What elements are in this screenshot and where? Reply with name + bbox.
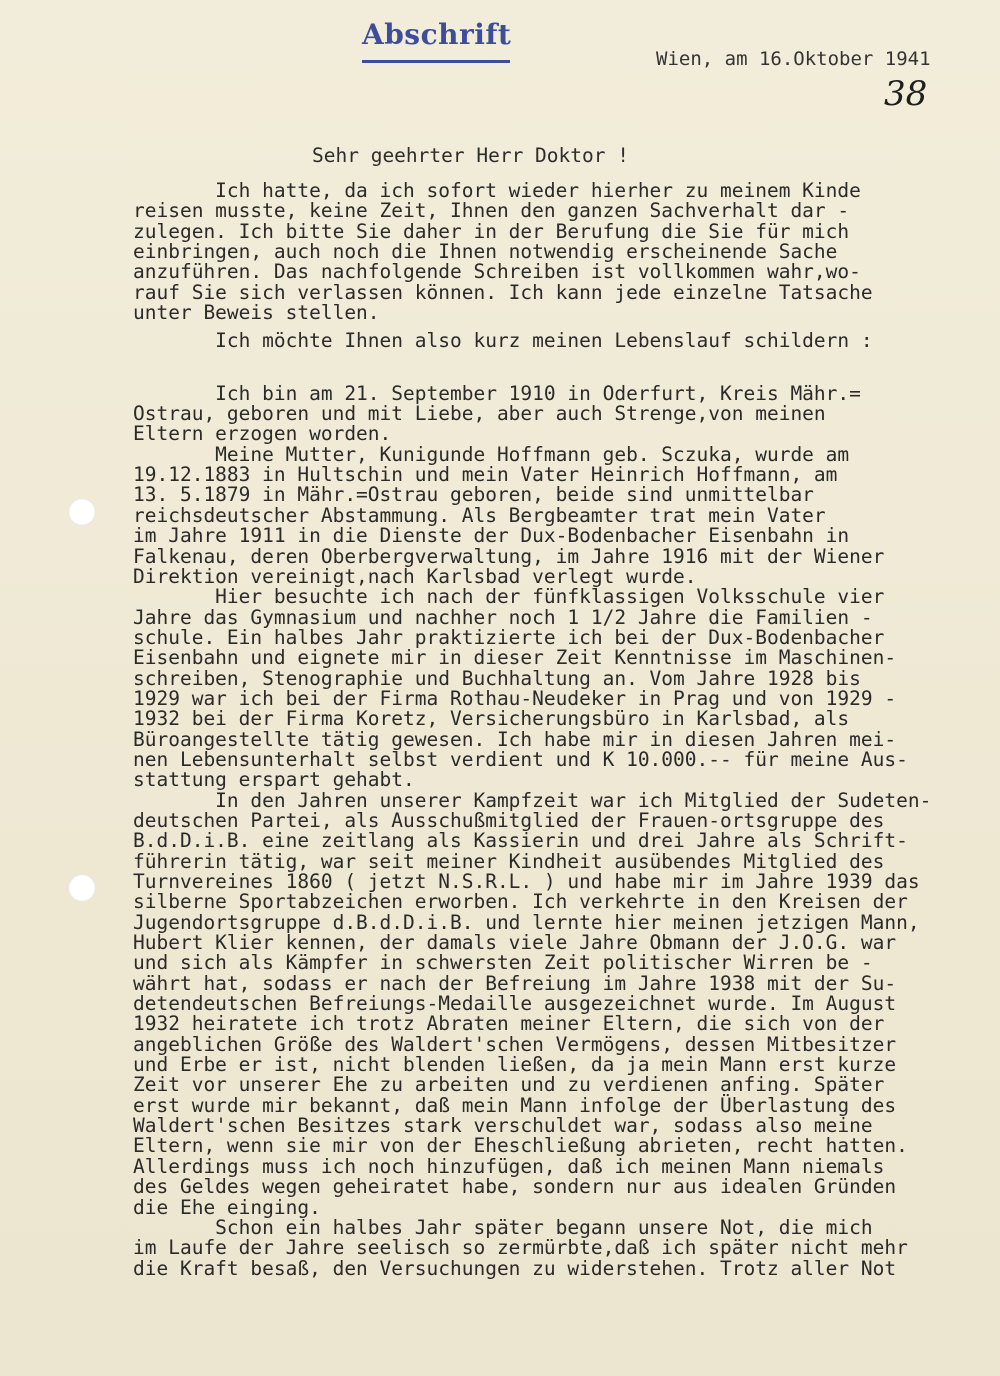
text-line: Ich möchte Ihnen also kurz meinen Lebenslauf schildern :	[133, 329, 873, 353]
text-line: Waldert'schen Besitzes stark verschuldet war, sodass also meine	[133, 1114, 873, 1138]
text-line: im Jahre 1911 in die Dienste der Dux-Bodenbacher Eisenbahn in	[133, 524, 850, 548]
text-line: Ich bin am 21. September 1910 in Oderfurt, Kreis Mähr.=	[133, 381, 861, 405]
paragraph-lebenslauf	[133, 381, 973, 1280]
text-line: Meine Mutter, Kunigunde Hoffmann geb. Sczuka, wurde am	[133, 442, 850, 466]
text-line: 1932 bei der Firma Koretz, Versicherungsbüro in Karlsbad, als	[133, 707, 850, 731]
text-line: zulegen. Ich bitte Sie daher in der Berufung die Sie für mich	[133, 219, 850, 243]
text-line: Büroangestellte tätig gewesen. Ich habe mir in diesen Jahren mei-	[133, 727, 897, 751]
stamp-underline	[362, 60, 510, 63]
text-line: detendeutschen Befreiungs-Medaille ausgezeichnet wurde. Im August	[133, 992, 897, 1016]
text-line: Schon ein halbes Jahr später begann unsere Not, die mich	[133, 1215, 873, 1239]
letter-body	[133, 181, 973, 1279]
text-line: im Laufe der Jahre seelisch so zermürbte,daß ich später nicht mehr	[133, 1236, 908, 1260]
text-line: Hier besuchte ich nach der fünfklassigen Volksschule vier	[133, 585, 885, 609]
text-line: deutschen Partei, als Ausschußmitglied der Frauen-ortsgruppe des	[133, 808, 885, 832]
text-line: Hubert Klier kennen, der damals viele Jahre Obmann der J.O.G. war	[133, 931, 897, 955]
text-line: und Erbe er ist, nicht blenden ließen, da ja mein Mann erst kurze	[133, 1053, 897, 1077]
text-line: reichsdeutscher Abstammung. Als Bergbeamter trat mein Vater	[133, 503, 826, 527]
abschrift-stamp: Abschrift	[362, 18, 512, 51]
text-line: erst wurde mir bekannt, daß mein Mann infolge der Überlastung des	[133, 1093, 897, 1117]
text-line: silberne Sportabzeichen erworben. Ich verkehrte in den Kreisen der	[133, 890, 908, 914]
text-line: Jugendortsgruppe d.B.d.D.i.B. und lernte hier meinen jetzigen Mann,	[133, 910, 920, 934]
text-line: Turnvereines 1860 ( jetzt N.S.R.L. ) und habe mir im Jahre 1939 das	[133, 870, 920, 893]
text-line: des Geldes wegen geheiratet habe, sondern nur aus idealen Gründen	[133, 1175, 897, 1199]
text-line: und sich als Kämpfer in schwersten Zeit politischer Wirren be -	[133, 951, 873, 975]
text-line: Eltern erzogen worden.	[133, 422, 392, 446]
text-line: Direktion vereinigt,nach Karlsbad verlegt wurde.	[133, 564, 697, 588]
text-line: die Kraft besaß, den Versuchungen zu widerstehen. Trotz aller Not	[133, 1256, 897, 1280]
text-line: angeblichen Größe des Waldert'schen Vermögens, dessen Mitbesitzer	[133, 1032, 897, 1056]
text-line: führerin tätig, war seit meiner Kindheit ausübendes Mitglied des	[133, 849, 885, 873]
text-line: die Ehe einging.	[133, 1195, 321, 1219]
salutation: Sehr geehrter Herr Doktor !	[312, 144, 629, 167]
text-line: nen Lebensunterhalt selbst verdient und K 10.000.-- für meine Aus-	[133, 747, 908, 771]
text-line: 13. 5.1879 in Mähr.=Ostrau geboren, beide sind unmittelbar	[133, 483, 814, 507]
text-line: In den Jahren unserer Kampfzeit war ich Mitglied der Sudeten-	[133, 788, 932, 812]
punch-hole	[68, 874, 96, 902]
text-line: anzuführen. Das nachfolgende Schreiben ist vollkommen wahr,wo-	[133, 260, 861, 284]
text-line: unter Beweis stellen.	[133, 301, 380, 325]
text-line: 1932 heiratete ich trotz Abraten meiner Eltern, die sich von der	[133, 1012, 885, 1036]
text-line: schule. Ein halbes Jahr praktizierte ich bei der Dux-Bodenbacher	[133, 625, 885, 649]
text-line: rauf Sie sich verlassen können. Ich kann jede einzelne Tatsache	[133, 280, 873, 304]
text-line: Falkenau, deren Oberbergverwaltung, im Jahre 1916 mit der Wiener	[133, 544, 885, 568]
text-line: Eltern, wenn sie mir von der Eheschließung abrieten, recht hatten.	[133, 1134, 908, 1158]
text-line: Ich hatte, da ich sofort wieder hierher zu meinem Kinde	[133, 179, 861, 202]
text-line: stattung erspart gehabt.	[133, 768, 415, 792]
text-line: schreiben, Stenographie und Buchhaltung an. Vom Jahre 1928 bis	[133, 666, 861, 690]
text-line: 1929 war ich bei der Firma Rothau-Neudeker in Prag und von 1929 -	[133, 686, 897, 710]
page-number: 38	[884, 74, 928, 114]
dateline: Wien, am 16.Oktober 1941	[656, 48, 931, 70]
text-line: Eisenbahn und eignete mir in dieser Zeit Kenntnisse im Maschinen-	[133, 646, 897, 670]
paragraph-lebenslauf-intro	[133, 331, 973, 351]
text-line: B.d.D.i.B. eine zeitlang als Kassierin und drei Jahre als Schrift-	[133, 829, 908, 853]
text-line: Allerdings muss ich noch hinzufügen, daß ich meinen Mann niemals	[133, 1154, 885, 1178]
text-line: Jahre das Gymnasium und nachher noch 1 1/2 Jahre die Familien -	[133, 605, 873, 629]
text-line: Zeit vor unserer Ehe zu arbeiten und zu verdienen anfing. Später	[133, 1073, 885, 1097]
text-line: reisen musste, keine Zeit, Ihnen den ganzen Sachverhalt dar -	[133, 199, 850, 223]
text-line: Ostrau, geboren und mit Liebe, aber auch Strenge,von meinen	[133, 402, 826, 426]
text-line: 19.12.1883 in Hultschin und mein Vater Heinrich Hoffmann, am	[133, 463, 838, 487]
text-line: währt hat, sodass er nach der Befreiung im Jahre 1938 mit der Su-	[133, 971, 897, 995]
paragraph-intro	[133, 181, 973, 323]
text-line: einbringen, auch noch die Ihnen notwendig erscheinende Sache	[133, 240, 838, 264]
punch-hole	[68, 498, 96, 526]
